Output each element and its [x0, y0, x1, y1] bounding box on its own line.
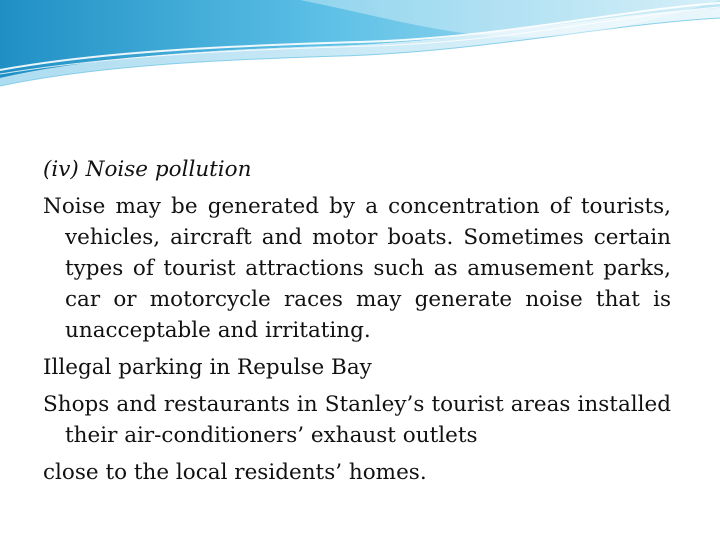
header-wave-decoration — [0, 0, 720, 90]
paragraph-noise-sources: Noise may be generated by a concentration of tourists, vehicles, aircraft and motor boats. Sometimes certain types of tourist attractions such as amusement parks, car or motorcycle races may generate noise that is unacceptable and irritating. — [43, 194, 671, 343]
paragraph-illegal-parking: Illegal parking in Repulse Bay — [43, 355, 372, 380]
slide-heading: (iv) Noise pollution — [43, 157, 252, 182]
paragraph-residents-homes: close to the local residents’ homes. — [43, 460, 427, 485]
slide-body — [43, 154, 671, 494]
paragraph-shops-restaurants: Shops and restaurants in Stanley’s tourist areas installed their air-conditioners’ exhaust outlets — [43, 392, 671, 448]
